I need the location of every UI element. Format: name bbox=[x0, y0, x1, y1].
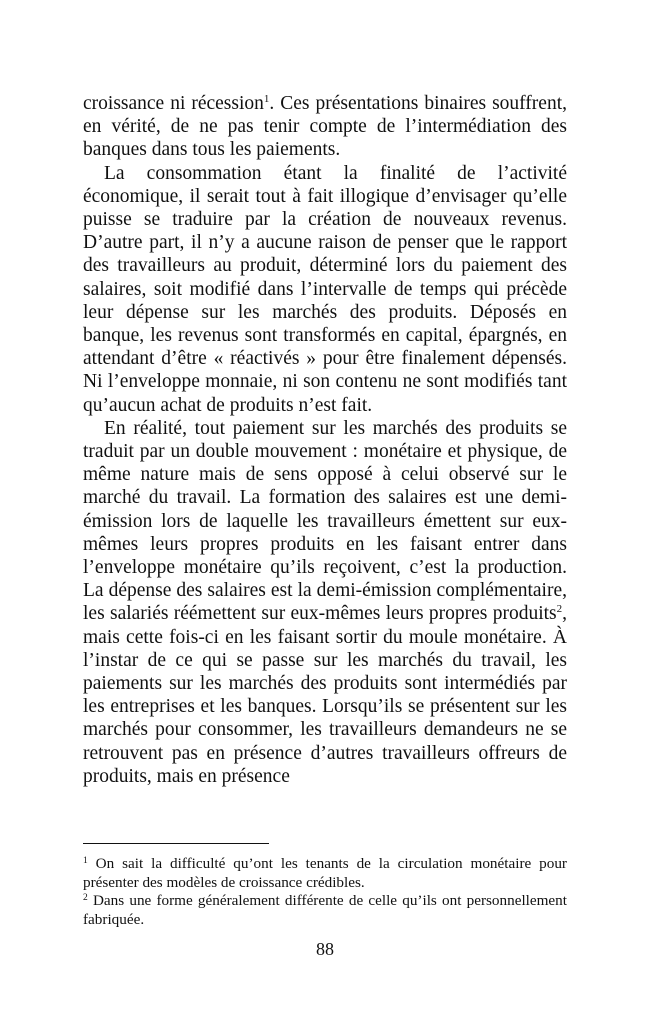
main-text bbox=[83, 92, 567, 788]
footnote-2-text: Dans une forme généralement différente de celle qu’ils ont personnellement fabriquée. bbox=[83, 892, 567, 928]
paragraph-3-text-start: En réalité, tout paiement sur les marchés des produits se traduit par un double mouvement : monétaire et physique, de même nature mais de sens opposé à celui observé sur le marché du travail. La formation des salaires est une demi-émission lors de laquelle les travailleurs émettent sur eux-mêmes leurs propres produits en les faisant entrer dans l’enveloppe monétaire qu’ils reçoivent, c’est la production. La dépense des salaires est la demi-émission complémentaire, les salariés réémettent sur eux-mêmes leurs propres produits bbox=[83, 417, 567, 625]
paragraph-3-text-end: , mais cette fois-ci en les faisant sortir du moule monétaire. À l’instar de ce qui se passe sur les marchés du travail, les paiements sur les marchés des produits sont intermédiés par les entreprises et les banques. Lorsqu’ils se présentent sur les marchés pour consommer, les travailleurs demandeurs ne se retrouvent pas en présence d’autres travailleurs offreurs de produits, mais en présence bbox=[83, 603, 567, 787]
paragraph-1 bbox=[83, 92, 567, 162]
paragraph-2: La consommation étant la finalité de l’activité économique, il serait tout à fait illogique d’envisager qu’elle puisse se traduire par la création de nouveaux revenus. D’autre part, il n’y a aucune raison de penser que le rapport des travailleurs au produit, déterminé lors du paiement des salaires, soit modifié dans l’intervalle de temps qui précède leur dépense sur les marchés des produits. Déposés en banque, les revenus sont transformés en capital, épargnés, en attendant d’être « réactivés » pour être finalement dépensés. Ni l’enveloppe monnaie, ni son contenu ne sont modifiés tant qu’aucun achat de produits n’est fait. bbox=[83, 162, 567, 416]
footnote-1 bbox=[83, 855, 567, 892]
footnote-divider bbox=[83, 843, 269, 844]
page-number: 88 bbox=[316, 939, 334, 959]
footnotes bbox=[83, 855, 567, 929]
paragraph-1-text-end: . Ces présentations binaires souffrent, en vérité, de ne pas tenir compte de l’intermédiation des banques dans tous les paiements. bbox=[83, 93, 567, 161]
footnote-2 bbox=[83, 892, 567, 929]
footnote-ref-1: 1 bbox=[263, 93, 270, 105]
footnote-2-marker: 2 bbox=[83, 893, 88, 904]
footnote-ref-2: 2 bbox=[556, 603, 563, 616]
footnote-1-text: On sait la difficulté qu’ont les tenants de la circulation monétaire pour présenter des modèles de croissance crédibles. bbox=[83, 855, 567, 891]
footnote-1-marker: 1 bbox=[83, 856, 88, 866]
paragraph-1-text-start: croissance ni récession bbox=[83, 93, 264, 114]
paragraph-3 bbox=[83, 417, 567, 788]
